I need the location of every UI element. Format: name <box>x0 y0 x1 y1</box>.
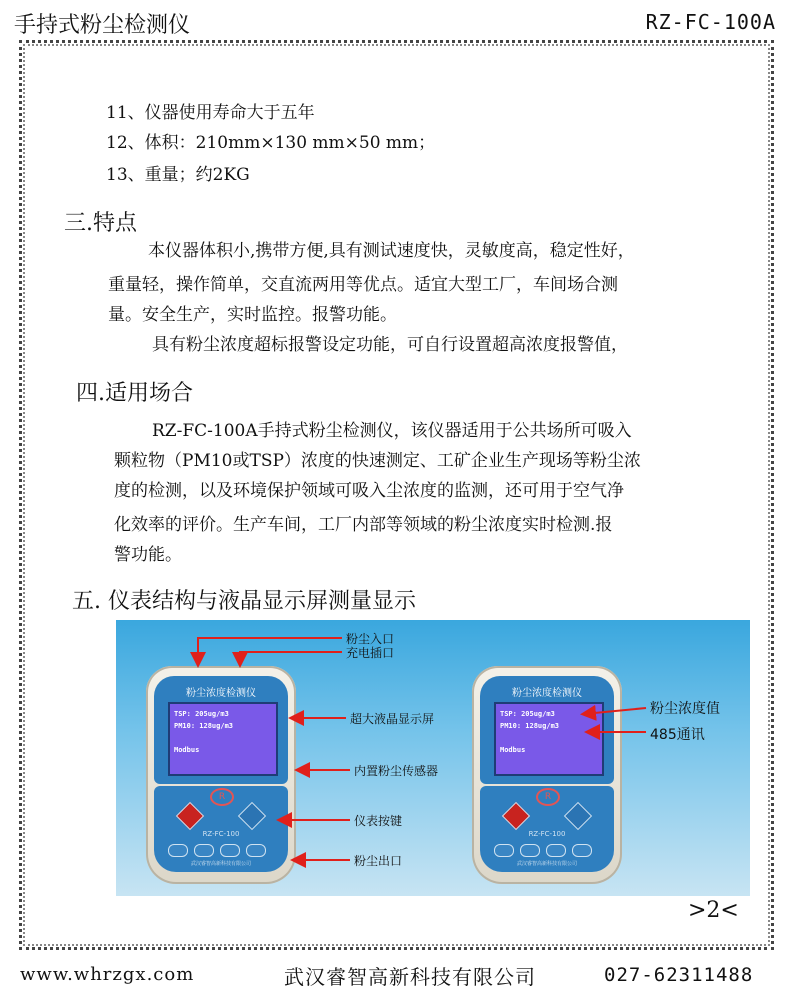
label-dust-outlet: 粉尘出口 <box>354 854 403 868</box>
logo-icon: R <box>536 788 560 806</box>
section3-line-3: 量。安全生产，实时监控。报警功能。 <box>108 305 397 325</box>
header-title: 手持式粉尘检测仪 <box>14 13 191 38</box>
section4-line-3: 度的检测，以及环境保护领域可吸入尘浓度的监测，还可用于空气净 <box>114 481 624 501</box>
device-model-label: RZ-FC-100 <box>528 830 566 838</box>
lcd-line-modbus: Modbus <box>174 746 200 754</box>
device-maker-label: 武汉睿智高新科技有限公司 <box>516 861 577 867</box>
callout-arrows <box>116 620 750 896</box>
spec-item-13: 13、重量；约2KG <box>106 165 250 185</box>
logo-icon: R <box>210 788 234 806</box>
spec-item-11: 11、仪器使用寿命大于五年 <box>106 103 315 123</box>
section3-line-4: 具有粉尘浓度超标报警设定功能，可自行设置超高浓度报警值， <box>152 335 628 355</box>
device-title: 粉尘浓度检测仪 <box>186 688 256 699</box>
lcd-line-pm10: PM10: 128ug/m3 <box>500 722 560 730</box>
device-model-label: RZ-FC-100 <box>202 830 240 838</box>
lcd-line-tsp: TSP: 205ug/m3 <box>500 710 555 718</box>
footer-url: www.whrzgx.com <box>20 964 195 985</box>
section4-line-2: 颗粒物（PM10或TSP）浓度的快速测定、工矿企业生产现场等粉尘浓 <box>114 451 641 471</box>
section3-heading: 三.特点 <box>64 211 137 236</box>
lcd-line-pm10: PM10: 128ug/m3 <box>174 722 234 730</box>
arrow-concentration <box>584 708 646 714</box>
section4-line-1: RZ-FC-100A手持式粉尘检测仪，该仪器适用于公共场所可吸入 <box>152 421 632 441</box>
device-title: 粉尘浓度检测仪 <box>512 688 582 699</box>
label-keys: 仪表按键 <box>354 814 403 828</box>
lcd-line-modbus: Modbus <box>500 746 526 754</box>
section3-line-2: 重量轻，操作简单，交直流两用等优点。适宜大型工厂，车间场合测 <box>108 275 618 295</box>
instrument-figure <box>116 620 750 896</box>
label-dust-inlet: 粉尘入口 <box>346 632 395 646</box>
section3-line-1: 本仪器体积小,携带方便,具有测试速度快，灵敏度高，稳定性好， <box>148 241 635 261</box>
label-sensor: 内置粉尘传感器 <box>354 764 439 778</box>
footer-company: 武汉睿智高新科技有限公司 <box>284 965 536 989</box>
section4-line-5: 警功能。 <box>114 545 182 565</box>
arrow-charge-port <box>240 652 342 664</box>
section4-heading: 四.适用场合 <box>76 381 193 406</box>
section4-line-4: 化效率的评价。生产车间，工厂内部等领域的粉尘浓度实时检测.报 <box>114 515 613 535</box>
header-model: RZ-FC-100A <box>645 10 776 34</box>
label-485: 485通讯 <box>650 727 705 743</box>
label-charge-port: 充电插口 <box>346 646 395 660</box>
device-maker-label: 武汉睿智高新科技有限公司 <box>190 861 251 867</box>
label-concentration: 粉尘浓度值 <box>650 701 720 717</box>
lcd-line-tsp: TSP: 205ug/m3 <box>174 710 229 718</box>
label-lcd: 超大液晶显示屏 <box>350 712 435 726</box>
footer-phone: 027-62311488 <box>604 964 754 986</box>
page-number: >2< <box>688 898 739 923</box>
section5-heading: 五. 仪表结构与液晶显示屏测量显示 <box>72 589 416 614</box>
spec-item-12: 12、体积：210mm×130 mm×50 mm； <box>106 133 436 153</box>
